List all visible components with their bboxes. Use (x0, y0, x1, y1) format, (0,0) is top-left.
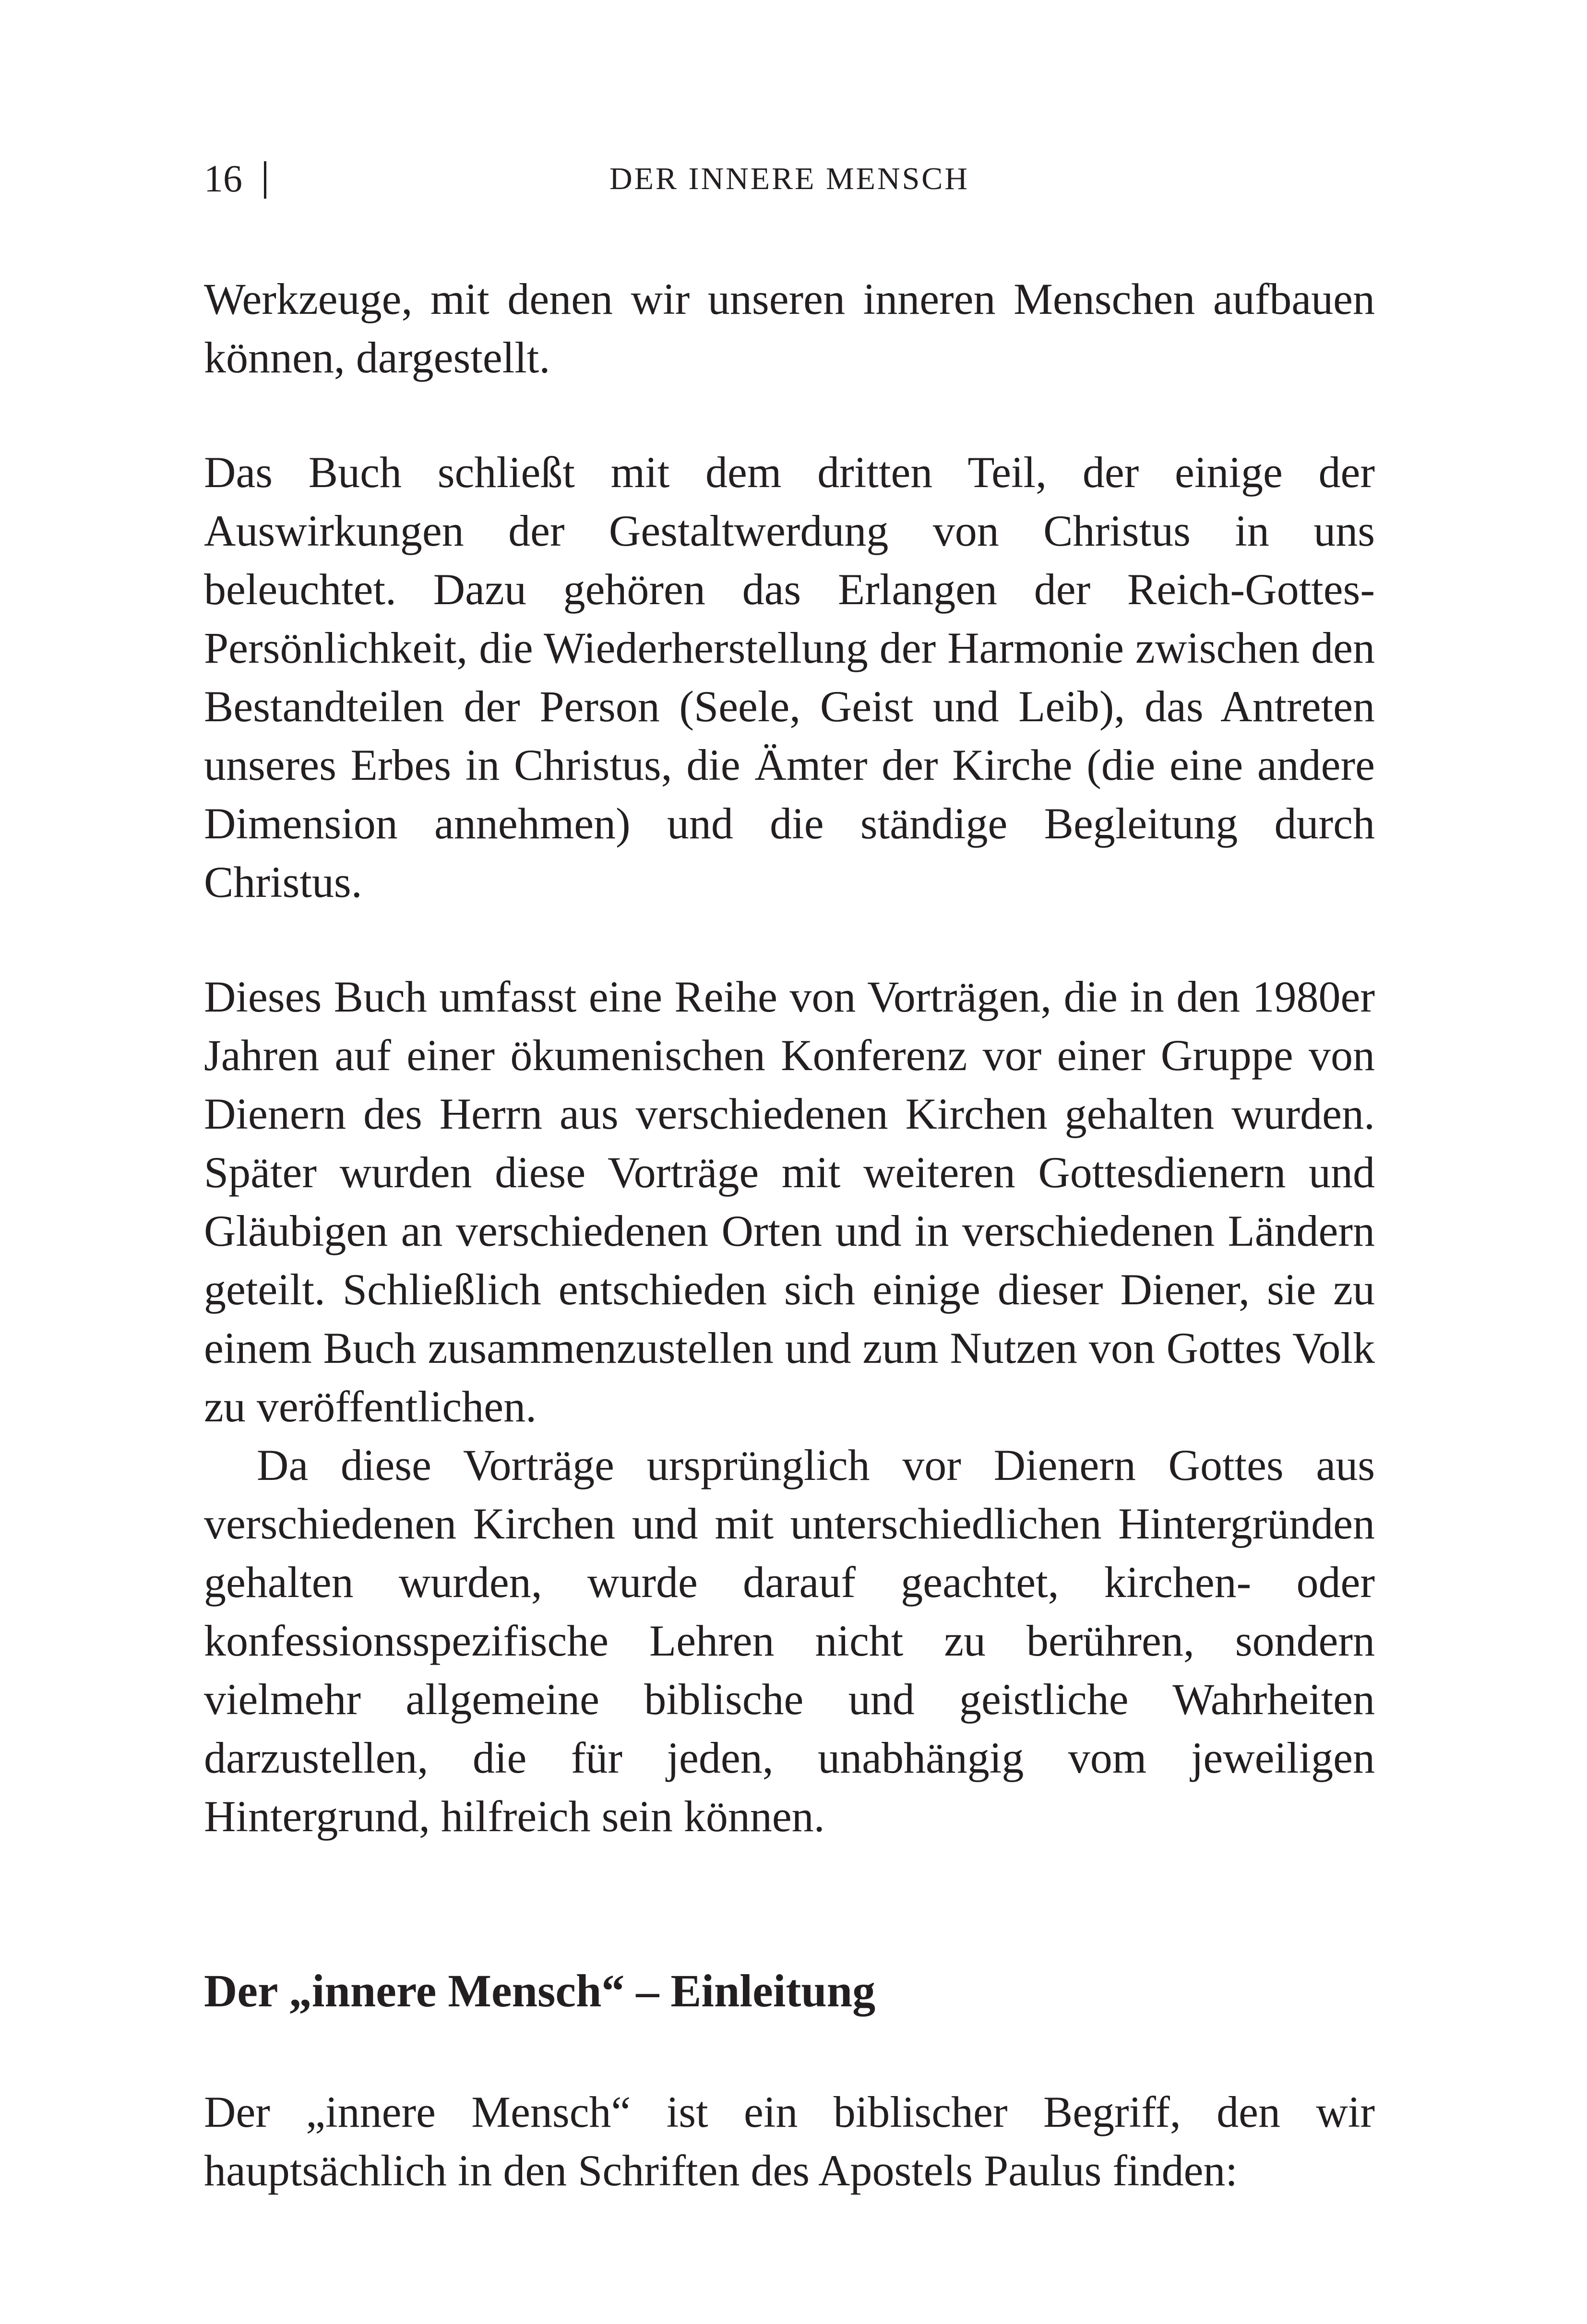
paragraph-origins: Da diese Vorträge ursprünglich vor Dienern Gottes aus verschiedenen Kirchen und mit unterschiedlichen Hintergründen gehalten wurden, wurde darauf geachtet, kirchen- oder konfessionsspezifische Lehren nicht zu berühren, sondern vielmehr allgemeine biblische und geistliche Wahrheiten darzustellen, die für jeden, unabhängig vom jeweiligen Hintergrund, hilfreich sein können. (204, 1441, 1375, 1841)
running-head (204, 153, 1375, 205)
paragraph-introduction: Der „innere Mensch“ ist ein biblischer Begriff, den wir hauptsächlich in den Schriften des Apostels Paulus finden: (204, 2087, 1375, 2195)
paragraph-third-part: Das Buch schließt mit dem dritten Teil, der einige der Auswirkungen der Gestaltwerdung von Christus in uns beleuchtet. Dazu gehören das Erlangen der Reich-Gottes-Persönlichkeit, die Wiederherstellung der Harmonie zwischen den Bestandteilen der Person (Seele, Geist und Leib), das Antreten unseres Erbes in Christus, die Ämter der Kirche (die eine andere Dimension annehmen) und die ständige Begleitung durch Christus. (204, 448, 1375, 906)
running-title: DER INNERE MENSCH (609, 161, 969, 196)
body-text (204, 270, 1375, 2200)
paragraph-continuation: Werkzeuge, mit denen wir unseren inneren Menschen aufbauen können, dargestellt. (204, 274, 1375, 382)
page-number: 16 (204, 158, 242, 200)
section-heading: Der „innere Mensch“ – Einleitung (204, 1965, 876, 2016)
paragraph-lectures: Dieses Buch umfasst eine Reihe von Vorträgen, die in den 1980er Jahren auf einer ökumenischen Konferenz vor einer Gruppe von Dienern des Herrn aus verschiedenen Kirchen gehalten wurden. Später wurden diese Vorträge mit weiteren Gottesdienern und Gläubigen an verschiedenen Orten und in verschiedenen Ländern geteilt. Schließlich entschieden sich einige dieser Diener, sie zu einem Buch zusammenzustellen und zum Nutzen von Gottes Volk zu veröffentlichen. (204, 972, 1375, 1431)
